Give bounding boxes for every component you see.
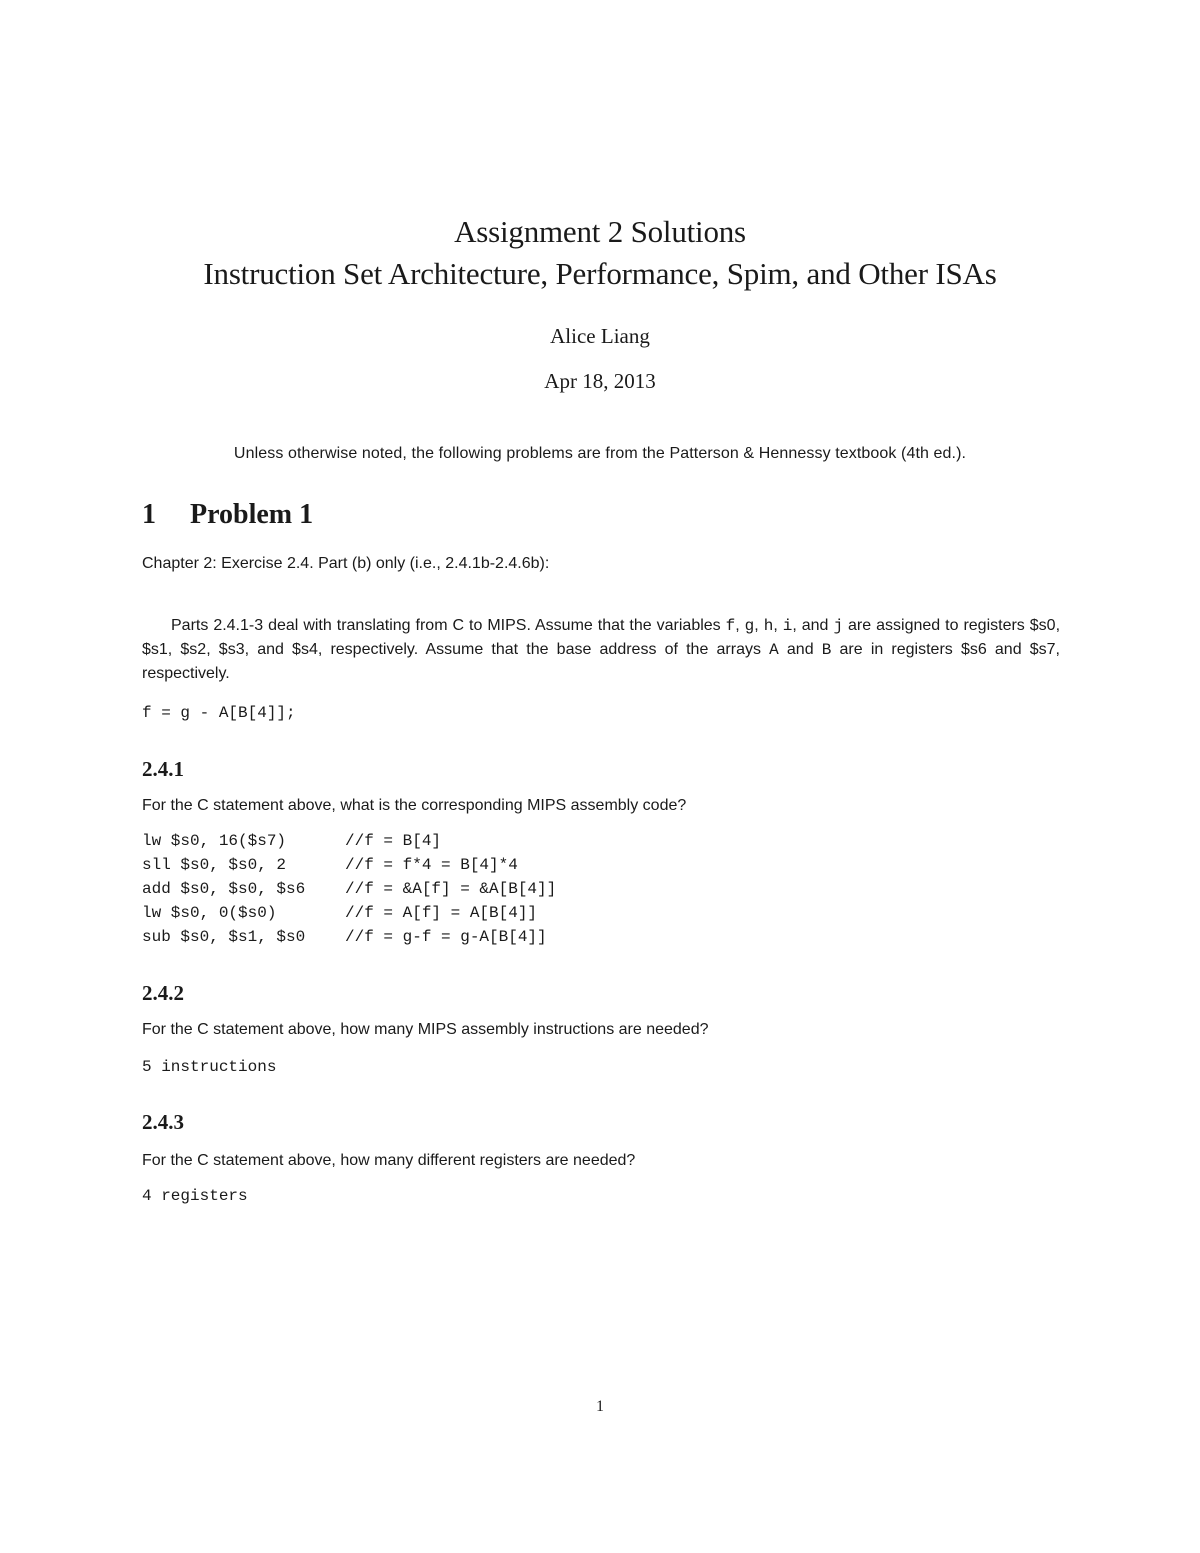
code-instruction: sll $s0, $s0, 2 xyxy=(142,856,287,874)
paragraph-text: and xyxy=(778,641,822,658)
variable-i: i xyxy=(782,617,793,635)
code-comment: //f = g-f = g-A[B[4]] xyxy=(345,928,547,946)
paragraph-text: Parts 2.4.1-3 deal with translating from C to MIPS. Assume that the variables xyxy=(171,617,726,634)
code-line xyxy=(142,856,556,880)
question-2-4-2: For the C statement above, how many MIPS assembly instructions are needed? xyxy=(142,1021,709,1038)
variable-j: j xyxy=(833,617,844,635)
page-number: 1 xyxy=(596,1398,604,1415)
variable-g: g xyxy=(744,617,755,635)
code-instruction: sub $s0, $s1, $s0 xyxy=(142,928,306,946)
answer-2-4-3: 4 registers xyxy=(142,1187,248,1205)
section-number: 1 xyxy=(142,499,156,530)
paragraph-text: are assigned to registers $s0, $s1, $s2, $s3, and $s4, respectively. Assume that the base address of the arrays xyxy=(142,617,1061,658)
code-comment: //f = A[f] = A[B[4]] xyxy=(345,904,538,922)
document-subtitle: Instruction Set Architecture, Performance, Spim, and Other ISAs xyxy=(203,256,997,291)
question-2-4-3: For the C statement above, how many different registers are needed? xyxy=(142,1152,636,1169)
code-instruction: lw $s0, 0($s0) xyxy=(142,904,277,922)
code-comment: //f = &A[f] = &A[B[4]] xyxy=(345,880,557,898)
code-instruction: add $s0, $s0, $s6 xyxy=(142,880,306,898)
separator: , xyxy=(735,617,745,634)
separator: , xyxy=(773,617,783,634)
subsection-heading-2-4-2: 2.4.2 xyxy=(142,981,184,1005)
paragraph-text: are in registers $s6 and $s7, respectively. xyxy=(142,641,1060,682)
section-intro: Chapter 2: Exercise 2.4. Part (b) only (i.e., 2.4.1b-2.4.6b): xyxy=(142,555,550,572)
code-line xyxy=(142,928,556,952)
code-line xyxy=(142,904,556,928)
separator: , and xyxy=(792,617,834,634)
code-instruction: lw $s0, 16($s7) xyxy=(142,832,287,850)
code-line xyxy=(142,880,556,904)
subsection-heading-2-4-1: 2.4.1 xyxy=(142,757,184,781)
variable-f: f xyxy=(725,617,736,635)
textbook-note: Unless otherwise noted, the following problems are from the Patterson & Hennessy textbook (4th ed.). xyxy=(233,445,967,462)
document-date: Apr 18, 2013 xyxy=(544,369,656,393)
question-2-4-1: For the C statement above, what is the corresponding MIPS assembly code? xyxy=(142,797,687,814)
c-statement: f = g - A[B[4]]; xyxy=(142,704,296,722)
document-title: Assignment 2 Solutions xyxy=(454,214,746,249)
code-line xyxy=(142,832,556,856)
answer-2-4-2: 5 instructions xyxy=(142,1058,277,1076)
variable-h: h xyxy=(763,617,774,635)
author-name: Alice Liang xyxy=(550,324,650,348)
separator: , xyxy=(754,617,764,634)
section-title: Problem 1 xyxy=(190,499,314,530)
variable-B: B xyxy=(821,641,832,659)
problem-description xyxy=(142,614,1060,686)
subsection-heading-2-4-3: 2.4.3 xyxy=(142,1110,184,1134)
mips-code-block xyxy=(142,832,556,952)
code-comment: //f = f*4 = B[4]*4 xyxy=(345,856,518,874)
variable-A: A xyxy=(769,641,779,659)
section-heading xyxy=(142,499,313,531)
code-comment: //f = B[4] xyxy=(345,832,442,850)
